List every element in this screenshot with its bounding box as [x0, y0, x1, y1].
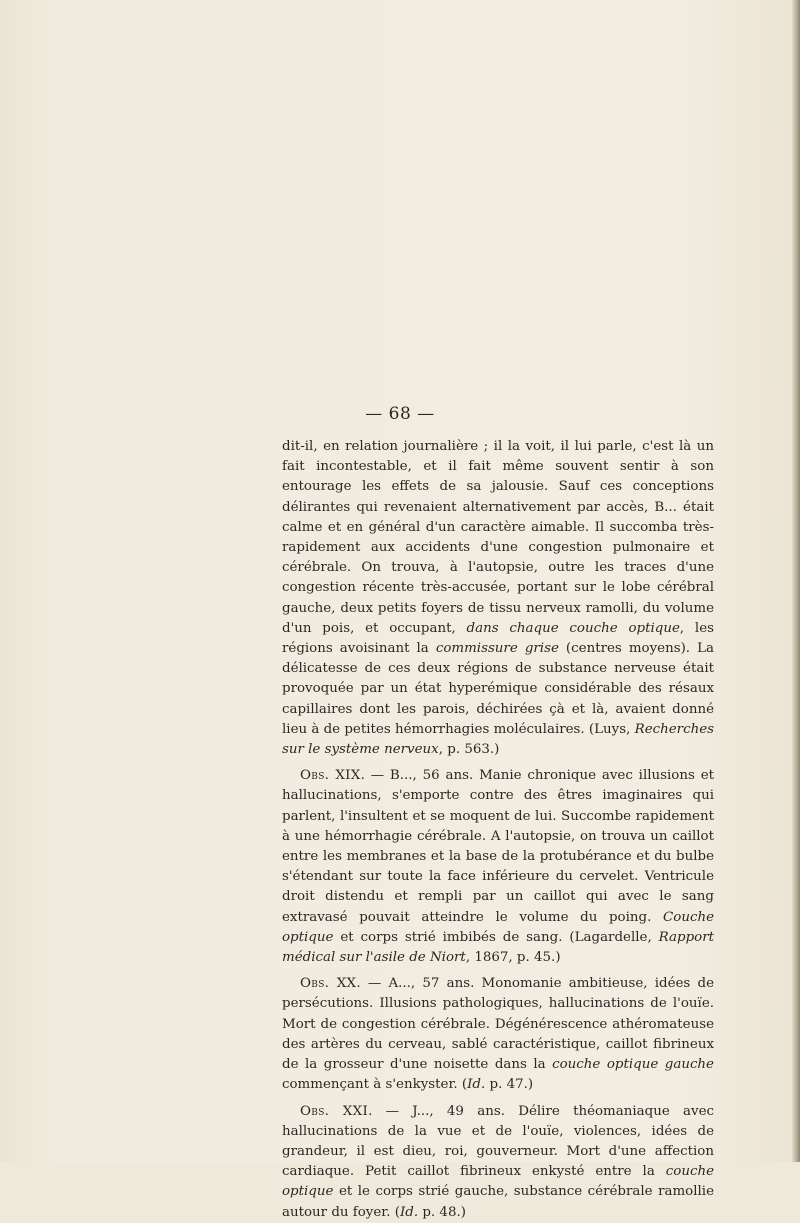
italic-run: Recherches sur le système nerveux [282, 721, 715, 758]
paragraph-continuation [282, 437, 714, 760]
text-run: et corps strié imbibés de sang. (Lagardelle, [333, 929, 659, 945]
text-run: . — A..., 57 ans. Monomanie ambitieuse, idées de persécutions. Illusions pathologiques, hallucinations de l'ouïe. Mort de congestion cérébrale. Dégénérescence athéromateuse des artères du cerveau, sablé caractéristique, caillot fibrineux de la grosseur d'une noisette dans la [282, 976, 715, 1073]
observation-label: Obs. XIX [300, 768, 361, 784]
body-text [282, 437, 714, 1223]
observation-label: Obs. XXI [300, 1103, 369, 1119]
italic-run: dans chaque couche optique [466, 620, 680, 636]
text-run: , p. 563.) [438, 742, 500, 758]
observation-xx [282, 974, 714, 1095]
italic-run: Rapport médical sur l'asile de Niort [282, 929, 714, 966]
text-run: et le corps strié gauche, substance cérébrale ramollie autour du foyer. ( [282, 1184, 714, 1220]
text-run: , 1867, p. 45.) [465, 950, 561, 966]
page-number: — 68 — [365, 404, 435, 424]
italic-run: Id. [399, 1204, 419, 1220]
text-run: (centres moyens). La délicatesse de ces deux régions de substance nerveuse était provoquée par un état hyperémique considérable des résaux capillaires dont les parois, déchirées çà et là, avaient donné lieu à de petites hémorrhagies moléculaires. (Luys, [282, 641, 714, 737]
observation-xxi [282, 1102, 714, 1223]
observation-label: Obs. XX [300, 976, 357, 992]
italic-run: Id. [467, 1077, 486, 1093]
text-run: . — J..., 49 ans. Délire théomaniaque avec hallucinations de la vue et de l'ouïe, violences, idées de grandeur, il est dieu, roi, gouverneur. Mort d'une affection cardiaque. Petit caillot fibrineux enkysté entre la [282, 1103, 715, 1180]
text-run: p. 48.) [418, 1204, 466, 1220]
text-run: dit-il, en relation journalière ; il la voit, il lui parle, c'est là un fait incontestable, et il fait même souvent sentir à son entourage les effets de sa jalousie. Sauf ces conceptions délirantes qui revenaient alternativement par accès, B... était calme et en général d'un caractère aimable. Il succomba très-rapidement aux accidents d'une congestion pulmonaire et cérébrale. On trouva, à l'autopsie, outre les traces d'une congestion récente très-accusée, portant sur le lobe cérébral gauche, deux petits foyers de tissu nerveux ramolli, du volume d'un pois, et occupant, [282, 439, 714, 636]
page-edge [792, 0, 800, 1162]
text-run: p. 47.) [485, 1077, 534, 1093]
observation-xix [282, 766, 714, 968]
text-run: . — B..., 56 ans. Manie chronique avec illusions et hallucinations, s'emporte contre des êtres imaginaires qui parlent, l'insultent et se moquent de lui. Succombe rapidement à une hémorrhagie cérébrale. A l'autopsie, on trouva un caillot entre les membranes et la base de la protubérance et du bulbe s'étendant sur toute la face inférieure du cervelet. Ventricule droit distendu et rempli par un caillot qui avec le sang extravasé pouvait atteindre le volume du poing. [282, 768, 714, 925]
italic-run: couche optique [282, 1164, 714, 1200]
italic-run: Couche optique [282, 909, 714, 945]
text-run: , les régions avoisinant la [282, 620, 715, 657]
italic-run: couche optique gauche [552, 1057, 714, 1073]
text-run: commençant à s'enkyster. ( [282, 1077, 468, 1093]
italic-run: commissure grise [435, 641, 559, 657]
